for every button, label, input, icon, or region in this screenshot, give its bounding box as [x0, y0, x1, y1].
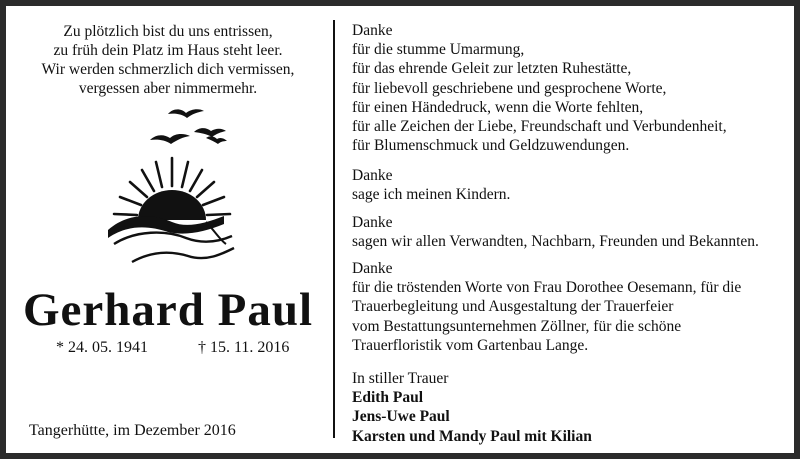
text-line: sagen wir allen Verwandten, Nachbarn, Freunden und Bekannten. [352, 233, 759, 251]
text-line: für Blumenschmuck und Geldzuwendungen. [352, 137, 630, 155]
text-line: Danke [352, 214, 393, 231]
text-line: für die stumme Umarmung, [352, 41, 525, 59]
thanks-block-2 [352, 166, 510, 204]
text-line: Trauerfloristik vom Gartenbau Lange. [352, 336, 589, 354]
poem-line: vergessen aber nimmermehr. [78, 80, 258, 97]
left-column [12, 12, 324, 459]
birds-and-sunset-icon [106, 104, 238, 272]
text-line: für liebevoll geschriebene und gesprochene Worte, [352, 79, 667, 97]
text-line: sage ich meinen Kindern. [352, 186, 511, 204]
text-line: Danke [352, 260, 393, 277]
text-line: für einen Händedruck, wenn die Worte fehlten, [352, 98, 644, 116]
thanks-block-4 [352, 259, 741, 355]
poem [12, 22, 324, 98]
thanks-block-3 [352, 213, 759, 251]
death-date: † 15. 11. 2016 [198, 339, 290, 356]
thanks-block-1 [352, 21, 727, 155]
place-and-date: Tangerhütte, im Dezember 2016 [29, 422, 236, 439]
text-line: Danke [352, 22, 393, 39]
poem-line: Wir werden schmerzlich dich vermissen, [41, 61, 295, 78]
deceased-name: Gerhard Paul [22, 284, 314, 336]
mourner-name: Edith Paul [352, 389, 424, 407]
text-line: vom Bestattungsunternehmen Zöllner, für die schöne [352, 317, 682, 335]
birth-date: * 24. 05. 1941 [56, 339, 148, 356]
column-divider [333, 20, 335, 438]
poem-line: Zu plötzlich bist du uns entrissen, [63, 23, 273, 40]
mourning-signature [352, 369, 592, 446]
text-line: für das ehrende Geleit zur letzten Ruhestätte, [352, 60, 632, 78]
text-line: für die tröstenden Worte von Frau Dorothee Oesemann, für die [352, 279, 742, 297]
text-line: Danke [352, 167, 393, 184]
text-line: Trauerbegleitung und Ausgestaltung der Trauerfeier [352, 298, 674, 316]
poem-line: zu früh dein Platz im Haus steht leer. [53, 42, 283, 59]
mourner-name: Karsten und Mandy Paul mit Kilian [352, 427, 592, 445]
mourner-name: Jens-Uwe Paul [352, 408, 450, 426]
text-line: für alle Zeichen der Liebe, Freundschaft und Verbundenheit, [352, 118, 727, 136]
mourning-intro: In stiller Trauer [352, 370, 449, 387]
